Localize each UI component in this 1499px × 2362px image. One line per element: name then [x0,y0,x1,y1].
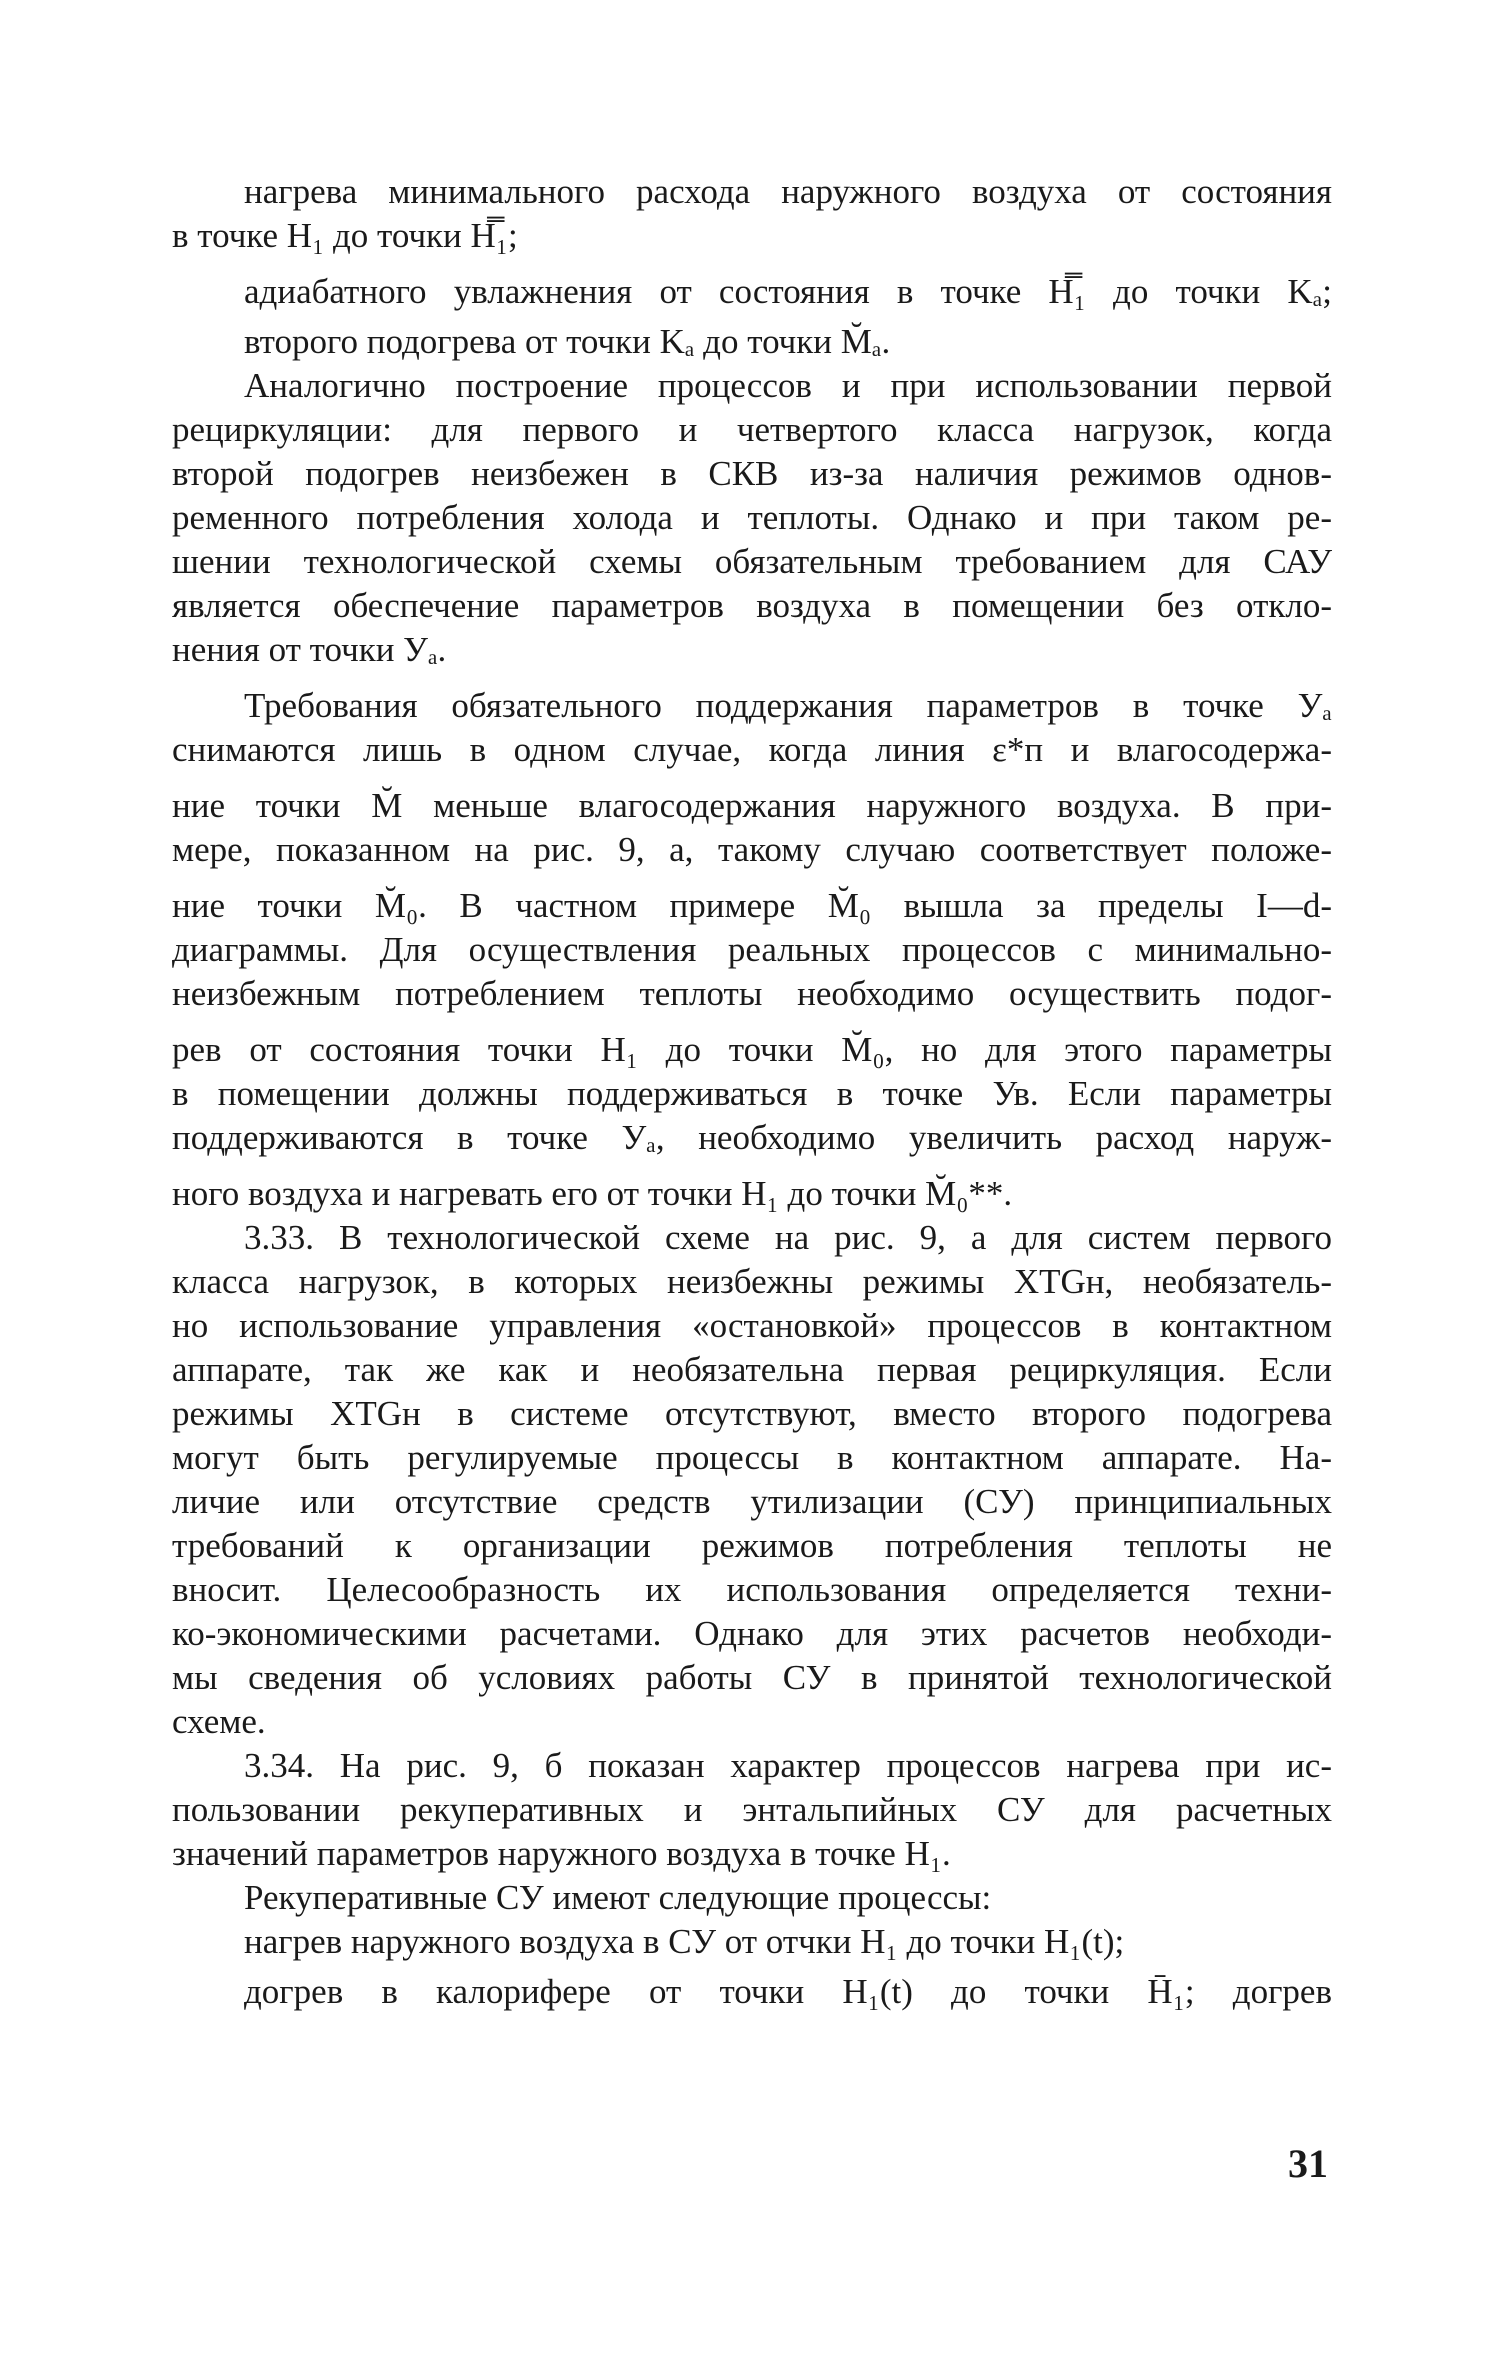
text-line: догрев в калорифере от точки H₁(t) до точки H̄₁; догрев [244,1972,1332,2011]
text-line: в точке H₁ до точки H̿₁; [172,216,518,255]
text-line: нения от точки Уₐ. [172,630,447,669]
text-line: адиабатного увлажнения от состояния в точке H̿₁ до точки Kₐ; [244,272,1332,311]
text-line: Требования обязательного поддержания параметров в точке Уₐ [244,686,1332,725]
text-line: Рекуперативные СУ имеют следующие процессы: [244,1878,992,1917]
text-line: рециркуляции: для первого и четвертого класса нагрузок, когда [172,410,1332,449]
text-line: значений параметров наружного воздуха в точке H₁. [172,1834,951,1873]
text-line: ние точки M̆₀. В частном примере M̆₀ вышла за пределы I—d- [172,886,1332,925]
text-line: в помещении должны поддерживаться в точке Ув. Если параметры [172,1074,1332,1113]
text-line: ко-экономическими расчетами. Однако для этих расчетов необходи- [172,1614,1332,1653]
page-number: 31 [1288,2141,1328,2186]
text-line: ного воздуха и нагревать его от точки H₁ до точки M̆₀**. [172,1174,1013,1213]
text-line: снимаются лишь в одном случае, когда линия ε*п и влагосодержа- [172,730,1332,769]
text-line: класса нагрузок, в которых неизбежны режимы XTGн, необязатель- [172,1262,1332,1301]
text-line: шении технологической схемы обязательным требованием для САУ [172,542,1332,581]
text-line: диаграммы. Для осуществления реальных процессов с минимально- [172,930,1332,969]
text-line: нагрева минимального расхода наружного воздуха от состояния [244,172,1332,211]
text-line: второго подогрева от точки Kₐ до точки M̆ₐ. [244,322,891,361]
text-line: мы сведения об условиях работы СУ в принятой технологической [172,1658,1332,1697]
text-line: режимы XTGн в системе отсутствуют, вместо второго подогрева [172,1394,1332,1433]
text-line: нагрев наружного воздуха в СУ от отчки H₁ до точки H₁(t); [244,1922,1125,1961]
text-line: аппарате, так же как и необязательна первая рециркуляция. Если [172,1350,1332,1389]
text-body [172,170,1332,2014]
text-line: личие или отсутствие средств утилизации (СУ) принципиальных [172,1482,1332,1521]
text-line: мере, показанном на рис. 9, а, такому случаю соответствует положе- [172,830,1332,869]
text-line: рев от состояния точки H₁ до точки M̆₀, но для этого параметры [172,1030,1332,1069]
text-line: поддерживаются в точке Уₐ, необходимо увеличить расход наруж- [172,1118,1332,1157]
text-line: ременного потребления холода и теплоты. Однако и при таком ре- [172,498,1332,537]
text-line: 3.34. На рис. 9, б показан характер процессов нагрева при ис- [244,1746,1332,1785]
text-line: второй подогрев неизбежен в СКВ из-за наличия режимов однов- [172,454,1332,493]
text-line: пользовании рекуперативных и энтальпийных СУ для расчетных [172,1790,1332,1829]
text-line: 3.33. В технологической схеме на рис. 9, а для систем первого [244,1218,1332,1257]
text-line: могут быть регулируемые процессы в контактном аппарате. На- [172,1438,1332,1477]
text-line: требований к организации режимов потребления теплоты не [172,1526,1332,1565]
text-line: неизбежным потреблением теплоты необходимо осуществить подог- [172,974,1332,1013]
text-line: схеме. [172,1702,266,1741]
text-line: является обеспечение параметров воздуха в помещении без откло- [172,586,1332,625]
text-line: вносит. Целесообразность их использования определяется техни- [172,1570,1332,1609]
text-line: но использование управления «остановкой» процессов в контактном [172,1306,1332,1345]
text-line: ние точки M̆ меньше влагосодержания наружного воздуха. В при- [172,786,1332,825]
text-line: Аналогично построение процессов и при использовании первой [244,366,1332,405]
